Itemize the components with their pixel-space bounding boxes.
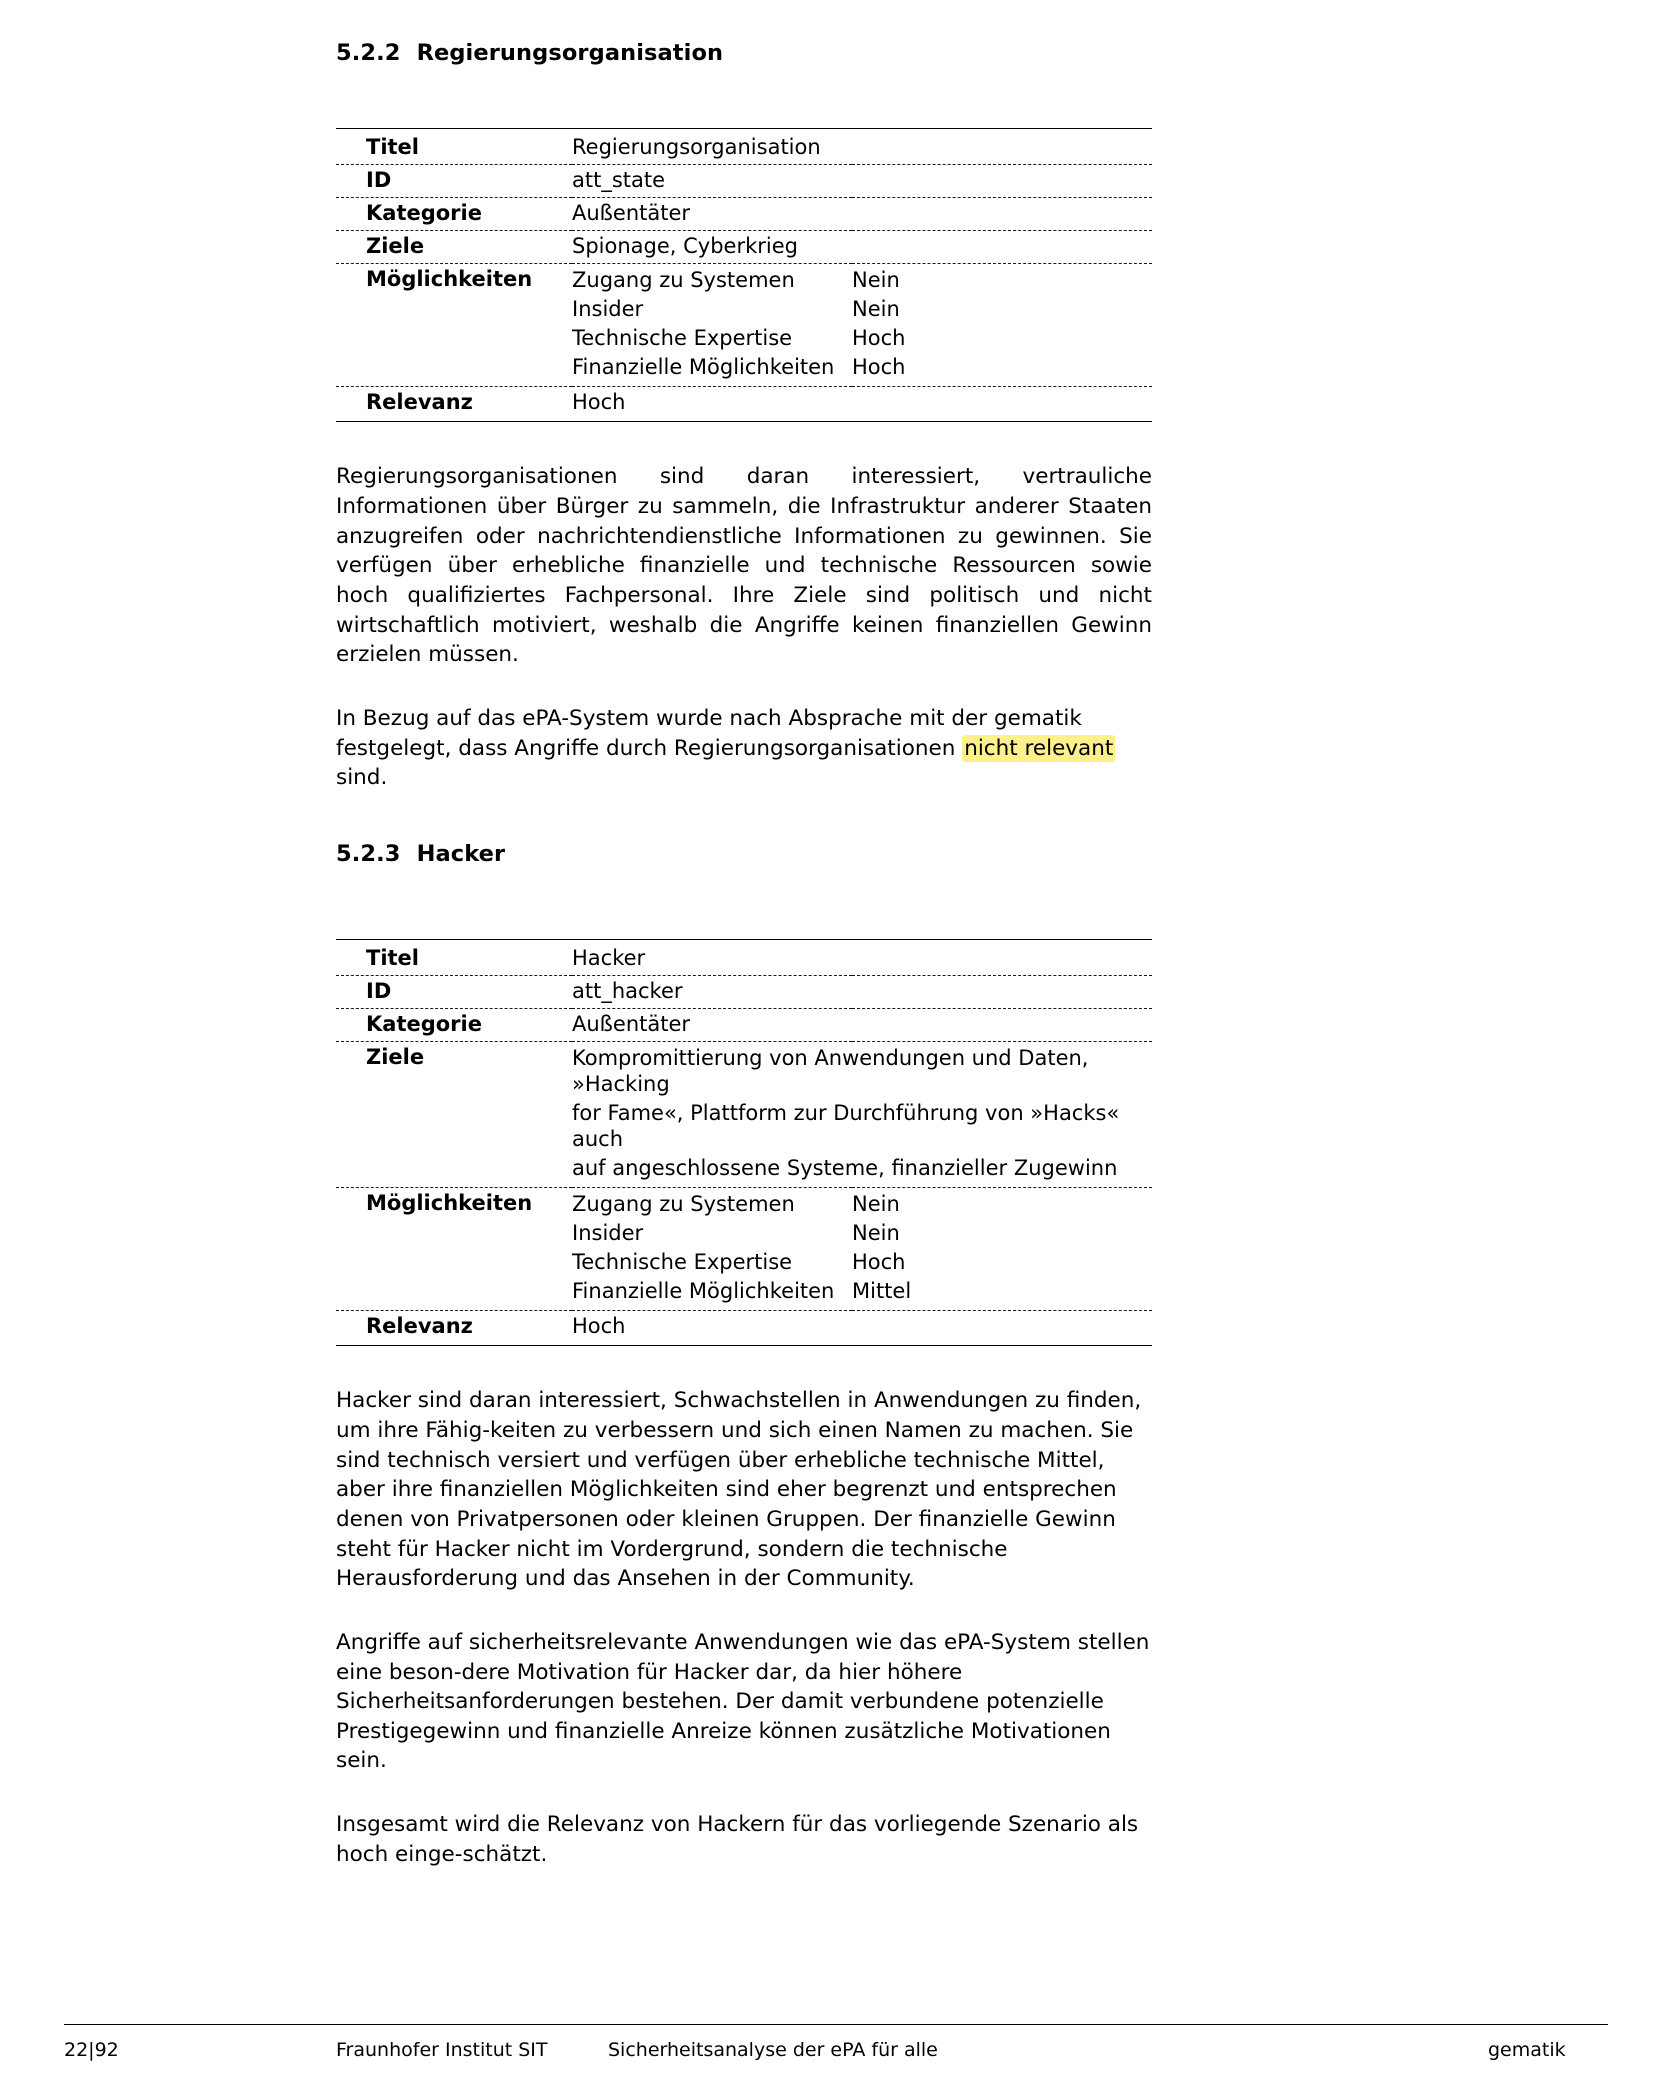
table-row (336, 1008, 1152, 1041)
paragraph-522-2 (336, 704, 1152, 793)
heading-section-523 (336, 841, 1152, 867)
content-column (336, 0, 1152, 1869)
paragraph-523-2: Angriffe auf sicherheitsrelevante Anwendungen wie das ePA-System stellen eine beson-dere Motivation für Hacker dar, da hier höhere Sicherheitsanforderungen bestehen. Der damit verbundene potenzielle Prestigegewinn und finanzielle Anreize können zusätzliche Motivationen sein. (336, 1629, 1150, 1774)
capability-name: Technische Expertise (572, 326, 793, 351)
paragraph-522-2-before: In Bezug auf das ePA-System wurde nach Absprache mit der gematik festgelegt, dass Angriffe durch Regierungsorganisationen (336, 705, 1082, 761)
capability-name: Technische Expertise (572, 1250, 793, 1275)
capability-names (572, 1188, 852, 1311)
spec-table-regierungsorganisation (336, 128, 1152, 422)
paragraph-523-1: Hacker sind daran interessiert, Schwachstellen in Anwendungen zu finden, um ihre Fähig-keiten zu verbessern und sich einen Namen zu machen. Sie sind technisch versiert und verfügen über erhebliche technische Mittel, aber ihre finanziellen Möglichkeiten sind eher begrenzt und entsprechen denen von Privatpersonen oder kleinen Gruppen. Der finanzielle Gewinn steht für Hacker nicht im Vordergrund, sondern die technische Herausforderung und das Ansehen in der Community. (336, 1388, 1142, 1592)
row-extra (852, 231, 1152, 264)
heading-number-523: 5.2.3 (336, 840, 401, 867)
capability-name: Finanzielle Möglichkeiten (572, 1279, 835, 1304)
row-value: Spionage, Cyberkrieg (572, 231, 852, 264)
row-label: Kategorie (336, 1008, 572, 1041)
ziele-line: for Fame«, Plattform zur Durchführung von »Hacks« auch (572, 1101, 1120, 1152)
row-value: Hoch (572, 387, 852, 422)
heading-title-522: Regierungsorganisation (416, 40, 724, 66)
capability-rating: Hoch (852, 355, 906, 380)
table-row (336, 939, 1152, 975)
row-label: Ziele (336, 1041, 572, 1187)
row-extra (852, 129, 1152, 165)
paragraph-522-2-after: sind. (336, 765, 388, 791)
row-label: Relevanz (336, 1311, 572, 1346)
table-row (336, 1311, 1152, 1346)
capability-ratings (852, 264, 1152, 387)
table-row (336, 975, 1152, 1008)
capability-rating: Nein (852, 268, 900, 293)
row-label: Möglichkeiten (336, 264, 572, 387)
capability-rating: Nein (852, 1221, 900, 1246)
capability-rating: Nein (852, 297, 900, 322)
row-extra (852, 198, 1152, 231)
footer-document-title: Sicherheitsanalyse der ePA für alle (608, 2039, 938, 2062)
row-label: ID (336, 975, 572, 1008)
ziele-line: Kompromittierung von Anwendungen und Daten, »Hacking (572, 1045, 1089, 1096)
capability-name: Zugang zu Systemen (572, 1192, 795, 1217)
row-value-multiline (572, 1041, 1152, 1187)
row-extra (852, 165, 1152, 198)
capability-name: Zugang zu Systemen (572, 268, 795, 293)
table-row (336, 129, 1152, 165)
row-label: Ziele (336, 231, 572, 264)
table-row-ziele (336, 1041, 1152, 1187)
capability-rating: Mittel (852, 1279, 912, 1304)
footer-divider (64, 2024, 1608, 2025)
capability-name: Finanzielle Möglichkeiten (572, 355, 835, 380)
capability-rating: Nein (852, 1192, 900, 1217)
row-value: Hoch (572, 1311, 852, 1346)
capability-rating: Hoch (852, 1250, 906, 1275)
ziele-line: auf angeschlossene Systeme, finanzieller Zugewinn (572, 1156, 1118, 1181)
spec-table-hacker (336, 939, 1152, 1346)
paragraph-522-1: Regierungsorganisationen sind daran interessiert, vertrauliche Informationen über Bürger zu sammeln, die Infrastruktur anderer Staaten anzugreifen oder nachrichtendienstliche Informationen zu gewinnen. Sie verfügen über erhebliche finanzielle und technische Ressourcen sowie hoch qualifiziertes Fachpersonal. Ihre Ziele sind politisch und nicht wirtschaftlich motiviert, weshalb die Angriffe keinen finanziellen Gewinn erzielen müssen. (336, 464, 1152, 668)
table-row-moeglichkeiten (336, 1188, 1152, 1311)
table-row (336, 231, 1152, 264)
capability-ratings (852, 1188, 1152, 1311)
row-extra (852, 1008, 1152, 1041)
row-extra (852, 939, 1152, 975)
row-value: Regierungsorganisation (572, 129, 852, 165)
table-row (336, 387, 1152, 422)
capability-rating: Hoch (852, 326, 906, 351)
highlighted-text: nicht relevant (964, 735, 1114, 761)
row-value: att_state (572, 165, 852, 198)
row-label: Möglichkeiten (336, 1188, 572, 1311)
capability-name: Insider (572, 1221, 644, 1246)
footer-page-number: 22|92 (64, 2039, 119, 2062)
row-extra (852, 387, 1152, 422)
row-extra (852, 1311, 1152, 1346)
row-extra (852, 975, 1152, 1008)
capability-names (572, 264, 852, 387)
page-footer (64, 2024, 1608, 2062)
table-row (336, 198, 1152, 231)
row-label: ID (336, 165, 572, 198)
heading-number-522: 5.2.2 (336, 40, 401, 66)
capability-name: Insider (572, 297, 644, 322)
table-row-moeglichkeiten (336, 264, 1152, 387)
footer-institute: Fraunhofer Institut SIT (336, 2039, 548, 2062)
row-label: Titel (336, 129, 572, 165)
heading-section-522 (336, 40, 1152, 66)
table-row (336, 165, 1152, 198)
row-label: Relevanz (336, 387, 572, 422)
row-value: att_hacker (572, 975, 852, 1008)
heading-title-523: Hacker (416, 840, 506, 867)
row-value: Hacker (572, 939, 852, 975)
row-value: Außentäter (572, 1008, 852, 1041)
row-label: Titel (336, 939, 572, 975)
paragraph-523-3: Insgesamt wird die Relevanz von Hackern für das vorliegende Szenario als hoch einge-schätzt. (336, 1812, 1139, 1867)
footer-brand: gematik (1488, 2039, 1566, 2062)
row-label: Kategorie (336, 198, 572, 231)
row-value: Außentäter (572, 198, 852, 231)
